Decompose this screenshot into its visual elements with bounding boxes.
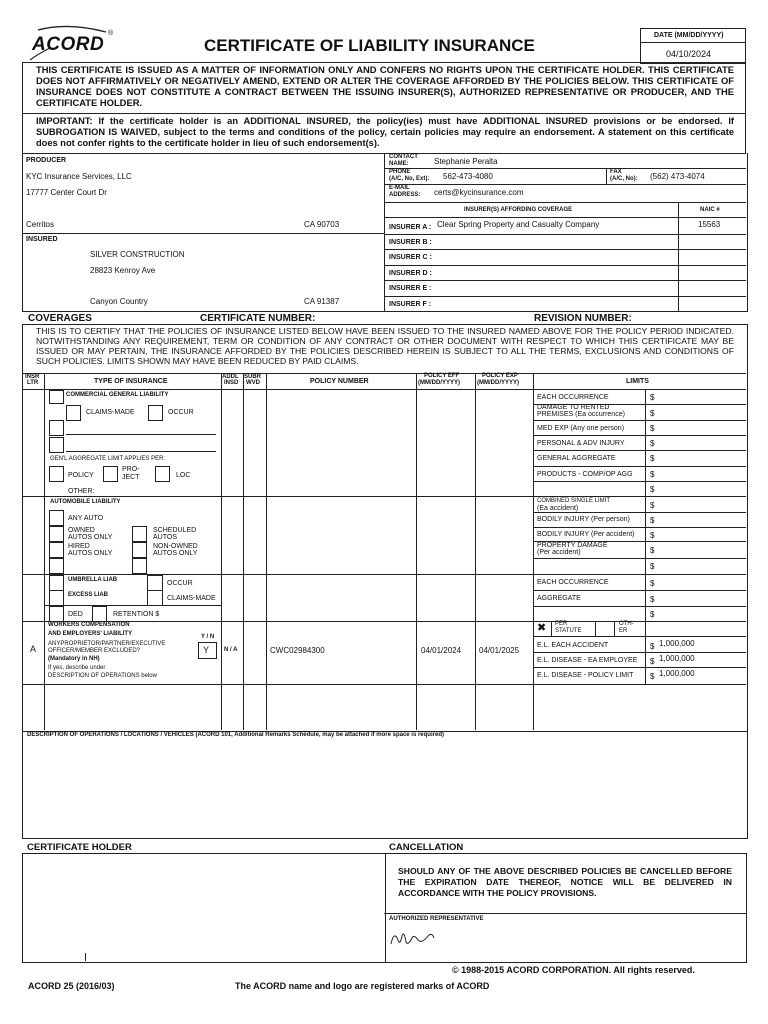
acord-logo — [28, 24, 118, 64]
auto-title: AUTOMOBILE LIABILITY — [50, 499, 121, 505]
auto-blank-checkbox-2[interactable] — [132, 558, 147, 574]
bodily-injury-accident-label: BODILY INJURY (Per accident) — [537, 531, 635, 538]
hired-autos-label: HIRED — [68, 543, 90, 550]
insurer-d-label: INSURER D : — [389, 270, 432, 277]
wc-question-3: (Mandatory in NH) — [48, 656, 100, 662]
fax-label: FAX — [610, 169, 622, 175]
addl-insd-header: ADDL — [222, 374, 239, 380]
personal-adv-label: PERSONAL & ADV INJURY — [537, 440, 625, 447]
insurer-f-label: INSURER F : — [389, 301, 431, 308]
dollar-sign: $ — [650, 610, 655, 619]
ded-label: DED — [68, 611, 83, 618]
owned-autos-checkbox[interactable] — [49, 526, 64, 542]
claims-made-label: CLAIMS-MADE — [86, 409, 135, 416]
non-owned-autos-checkbox[interactable] — [132, 542, 147, 558]
med-exp-label: MED EXP (Any one person) — [537, 425, 625, 432]
per-statute-label-2: STATUTE — [555, 628, 582, 634]
scheduled-autos-label-2: AUTOS — [153, 534, 177, 541]
cancellation-label: CANCELLATION — [389, 842, 464, 853]
non-owned-autos-label-2: AUTOS ONLY — [153, 550, 198, 557]
umbrella-aggregate-label: AGGREGATE — [537, 595, 581, 602]
policy-eff-header-2: (MM/DD/YYYY) — [418, 380, 460, 386]
certificate-holder-label: CERTIFICATE HOLDER — [27, 842, 132, 853]
wc-question-1: ANYPROPRIETOR/PARTNER/EXECUTIVE — [48, 641, 166, 647]
project-label: PRO- — [122, 466, 140, 473]
cgl-blank-checkbox-2[interactable] — [49, 437, 64, 453]
insurers-header: INSURER(S) AFFORDING COVERAGE — [464, 207, 573, 213]
fax-label-2: (A/C, No): — [610, 176, 638, 182]
form-number: ACORD 25 (2016/03) — [28, 981, 115, 991]
date-box — [640, 28, 746, 64]
wc-policy-eff: 04/01/2024 — [421, 646, 462, 655]
combined-single-limit-label: COMBINED SINGLE LIMIT — [537, 498, 611, 504]
dollar-sign: $ — [650, 642, 655, 651]
insr-ltr-header: INSR — [25, 374, 40, 380]
insr-ltr-header-2: LTR — [27, 380, 39, 386]
type-of-insurance-header: TYPE OF INSURANCE — [94, 378, 168, 385]
dollar-sign: $ — [650, 657, 655, 666]
dollar-sign: $ — [650, 470, 655, 479]
ded-checkbox[interactable] — [49, 606, 64, 622]
producer-state-zip: CA 90703 — [304, 220, 340, 229]
dollar-sign: $ — [650, 409, 655, 418]
damage-rented-label: DAMAGE TO RENTED — [537, 404, 610, 411]
project-checkbox[interactable] — [103, 466, 118, 482]
authorized-signature — [388, 926, 438, 950]
insured-name: SILVER CONSTRUCTION — [90, 250, 185, 259]
per-statute-check-icon[interactable]: ✖ — [537, 622, 547, 634]
auto-blank-checkbox-1[interactable] — [49, 558, 64, 574]
subr-wvd-header: SUBR — [244, 374, 262, 380]
policy-checkbox[interactable] — [49, 466, 64, 482]
registered-marks-text: The ACORD name and logo are registered marks of ACORD — [235, 981, 490, 991]
dollar-sign: $ — [650, 516, 655, 525]
el-disease-policy-value: 1,000,000 — [659, 669, 695, 678]
property-damage-label-2: (Per accident) — [537, 549, 581, 556]
dollar-sign: $ — [650, 501, 655, 510]
limits-header: LIMITS — [626, 378, 649, 385]
oth-er-label-2: ER — [619, 628, 628, 634]
wc-insr-ltr: A — [30, 644, 37, 654]
other-label: OTHER: — [68, 488, 95, 495]
contact-name-label: CONTACT — [389, 154, 418, 160]
contact-name: Stephanie Peralta — [434, 157, 498, 166]
insurer-a-label: INSURER A : — [389, 224, 432, 231]
producer-address: 17777 Center Court Dr — [26, 188, 107, 197]
wc-question-4: If yes, describe under — [48, 665, 106, 671]
registered-mark: ® — [108, 30, 114, 37]
email-label-2: ADDRESS: — [389, 192, 421, 198]
insurer-a-name: Clear Spring Property and Casualty Company — [437, 220, 600, 229]
insurer-c-label: INSURER C : — [389, 254, 432, 261]
phone-label: PHONE — [389, 169, 411, 175]
wc-excluded-answer[interactable] — [198, 642, 217, 659]
wc-policy-number: CWC02984300 — [270, 646, 325, 655]
wc-excluded-answer-value: Y — [203, 645, 210, 655]
wc-question-5: DESCRIPTION OF OPERATIONS below — [48, 673, 157, 679]
contact-name-label-2: NAME: — [389, 161, 409, 167]
naic-label: NAIC # — [700, 207, 720, 213]
contact-fax: (562) 473-4074 — [650, 172, 705, 181]
el-each-accident-label: E.L. EACH ACCIDENT — [537, 642, 609, 649]
any-auto-checkbox[interactable] — [49, 510, 64, 526]
loc-label: LOC — [176, 472, 191, 479]
el-disease-employee-value: 1,000,000 — [659, 654, 695, 663]
description-box — [22, 730, 748, 839]
combined-single-limit-label-2: (Ea accident) — [537, 505, 579, 512]
authorized-rep-label: AUTHORIZED REPRESENTATIVE — [389, 916, 484, 922]
yn-label: Y / N — [201, 634, 215, 640]
wc-policy-exp: 04/01/2025 — [479, 646, 520, 655]
wc-question-2: OFFICER/MEMBER EXCLUDED? — [48, 648, 141, 654]
retention-label: RETENTION $ — [113, 611, 160, 618]
policy-exp-header: POLICY EXP — [482, 373, 518, 379]
owned-autos-label: OWNED — [68, 527, 95, 534]
umbrella-occur-label: OCCUR — [167, 580, 193, 587]
umbrella-claims-made-label: CLAIMS-MADE — [167, 595, 216, 602]
loc-checkbox[interactable] — [155, 466, 170, 482]
umbrella-checkbox[interactable] — [49, 575, 64, 591]
dollar-sign: $ — [650, 424, 655, 433]
dollar-sign: $ — [650, 531, 655, 540]
claims-made-checkbox[interactable] — [66, 405, 81, 421]
coverages-label: COVERAGES — [28, 313, 92, 324]
scheduled-autos-checkbox[interactable] — [132, 526, 147, 542]
hired-autos-label-2: AUTOS ONLY — [68, 550, 113, 557]
scheduled-autos-label: SCHEDULED — [153, 527, 197, 534]
dollar-sign: $ — [650, 439, 655, 448]
insured-city: Canyon Country — [90, 297, 148, 306]
insurer-b-label: INSURER B : — [389, 239, 432, 246]
agg-applies-label: GEN'L AGGREGATE LIMIT APPLIES PER: — [50, 456, 166, 462]
hired-autos-checkbox[interactable] — [49, 542, 64, 558]
certificate-number-label: CERTIFICATE NUMBER: — [200, 313, 316, 324]
excess-checkbox[interactable] — [49, 590, 64, 606]
date-value: 04/10/2024 — [666, 49, 712, 59]
bodily-injury-person-label: BODILY INJURY (Per person) — [537, 516, 630, 523]
important-text: IMPORTANT: If the certificate holder is an ADDITIONAL INSURED, the policy(ies) must have ADDITIONAL INSURED provisions or be endorsed. If SUBROGATION IS WAIVED, subject to the terms and conditions of the policy, certain policies may require an endorsement. A statement on this certificate does not confer rights to the certificate holder in lieu of such endorsement(s). — [36, 116, 734, 148]
el-disease-policy-label: E.L. DISEASE - POLICY LIMIT — [537, 672, 634, 679]
producer-city: Cerritos — [26, 220, 55, 229]
project-label-2: JECT — [122, 474, 140, 481]
copyright-text: © 1988-2015 ACORD CORPORATION. All rights reserved. — [452, 965, 695, 975]
dollar-sign: $ — [650, 393, 655, 402]
policy-label: POLICY — [68, 472, 94, 479]
umbrella-claims-made-checkbox[interactable] — [147, 590, 163, 606]
notice-text: THIS CERTIFICATE IS ISSUED AS A MATTER OF INFORMATION ONLY AND CONFERS NO RIGHTS UPON THE CERTIFICATE HOLDER. THIS CERTIFICATE DOES NOT AFFIRMATIVELY OR NEGATIVELY AMEND, EXTEND OR ALTER THE COVERAGE AFFORDED BY THE POLICIES BELOW. THIS CERTIFICATE OF INSURANCE DOES NOT CONSTITUTE A CONTRACT BETWEEN THE ISSUING INSURER(S), AUTHORIZED REPRESENTATIVE OR PRODUCER, AND THE CERTIFICATE HOLDER. — [36, 64, 734, 108]
damage-rented-label-2: PREMISES (Ea occurrence) — [537, 411, 625, 418]
page-title: CERTIFICATE OF LIABILITY INSURANCE — [204, 36, 535, 55]
description-label: DESCRIPTION OF OPERATIONS / LOCATIONS / VEHICLES (ACORD 101, Additional Remarks Schedule, may be attached if more space is required) — [27, 732, 444, 738]
products-comp-label: PRODUCTS - COMP/OP AGG — [537, 471, 633, 478]
el-disease-employee-label: E.L. DISEASE - EA EMPLOYEE — [537, 657, 638, 664]
cancellation-text: SHOULD ANY OF THE ABOVE DESCRIBED POLICIES BE CANCELLED BEFORE THE EXPIRATION DATE THEREOF, NOTICE WILL BE DELIVERED IN ACCORDANCE WITH THE POLICY PROVISIONS. — [398, 866, 732, 898]
dollar-sign: $ — [650, 595, 655, 604]
contact-email: certs@kycinsurance.com — [434, 188, 524, 197]
insured-state-zip: CA 91387 — [304, 297, 340, 306]
property-damage-label: PROPERTY DAMAGE — [537, 542, 608, 549]
excess-liab-label: EXCESS LIAB — [68, 592, 109, 598]
occur-checkbox[interactable] — [148, 405, 163, 421]
dollar-sign: $ — [650, 546, 655, 555]
owned-autos-label-2: AUTOS ONLY — [68, 534, 113, 541]
acord-logo-text: ACORD — [32, 34, 105, 55]
insured-address: 28823 Kenroy Ave — [90, 266, 156, 275]
umbrella-liab-label: UMBRELLA LIAB — [68, 577, 118, 583]
oth-er-label: OTH- — [619, 621, 634, 627]
cgl-title: COMMERCIAL GENERAL LIABILITY — [66, 392, 169, 398]
each-occurrence-label: EACH OCCURRENCE — [537, 394, 609, 401]
email-label: E-MAIL — [389, 185, 410, 191]
occur-label: OCCUR — [168, 409, 194, 416]
insurer-e-label: INSURER E : — [389, 285, 432, 292]
dollar-sign: $ — [650, 454, 655, 463]
certificate-holder-box — [22, 853, 386, 963]
cgl-checkbox[interactable] — [49, 390, 64, 404]
revision-number-label: REVISION NUMBER: — [534, 313, 632, 324]
dollar-sign: $ — [650, 485, 655, 494]
policy-number-header: POLICY NUMBER — [310, 378, 369, 385]
any-auto-label: ANY AUTO — [68, 515, 104, 522]
el-each-accident-value: 1,000,000 — [659, 639, 695, 648]
coverages-text: THIS IS TO CERTIFY THAT THE POLICIES OF INSURANCE LISTED BELOW HAVE BEEN ISSUED TO THE INSURED NAMED ABOVE FOR THE POLICY PERIOD INDICATED. NOTWITHSTANDING ANY REQUIREMENT, TERM OR CONDITION OF ANY CONTRACT OR OTHER DOCUMENT WITH RESPECT TO WHICH THIS CERTIFICATE MAY BE ISSUED OR MAY PERTAIN, THE INSURANCE AFFORDED BY THE POLICIES DESCRIBED HEREIN IS SUBJECT TO ALL THE TERMS, EXCLUSIONS AND CONDITIONS OF SUCH POLICIES. LIMITS SHOWN MAY HAVE BEEN REDUCED BY PAID CLAIMS. — [36, 326, 734, 366]
insurer-a-naic: 15563 — [698, 220, 721, 229]
general-aggregate-label: GENERAL AGGREGATE — [537, 455, 616, 462]
contact-phone: 562-473-4080 — [443, 172, 493, 181]
date-label: DATE (MM/DD/YYYY) — [654, 32, 724, 39]
policy-exp-header-2: (MM/DD/YYYY) — [477, 380, 519, 386]
umbrella-each-occurrence-label: EACH OCCURRENCE — [537, 579, 609, 586]
subr-wvd-header-2: WVD — [246, 380, 260, 386]
cgl-blank-checkbox-1[interactable] — [49, 420, 64, 436]
wc-na-label: N / A — [224, 647, 238, 653]
producer-name: KYC Insurance Services, LLC — [26, 172, 132, 181]
dollar-sign: $ — [650, 672, 655, 681]
addl-insd-header-2: INSD — [224, 380, 239, 386]
dollar-sign: $ — [650, 579, 655, 588]
wc-title-2: AND EMPLOYERS' LIABILITY — [48, 631, 133, 637]
dollar-sign: $ — [650, 562, 655, 571]
retention-checkbox[interactable] — [92, 606, 107, 622]
producer-label: PRODUCER — [26, 157, 67, 164]
phone-label-2: (A/C, No, Ext): — [389, 176, 430, 182]
per-statute-label: PER — [555, 621, 568, 627]
insured-label: INSURED — [26, 236, 58, 243]
wc-title: WORKERS COMPENSATION — [48, 622, 130, 628]
non-owned-autos-label: NON-OWNED — [153, 543, 198, 550]
umbrella-occur-checkbox[interactable] — [147, 575, 163, 591]
policy-eff-header: POLICY EFF — [424, 373, 460, 379]
